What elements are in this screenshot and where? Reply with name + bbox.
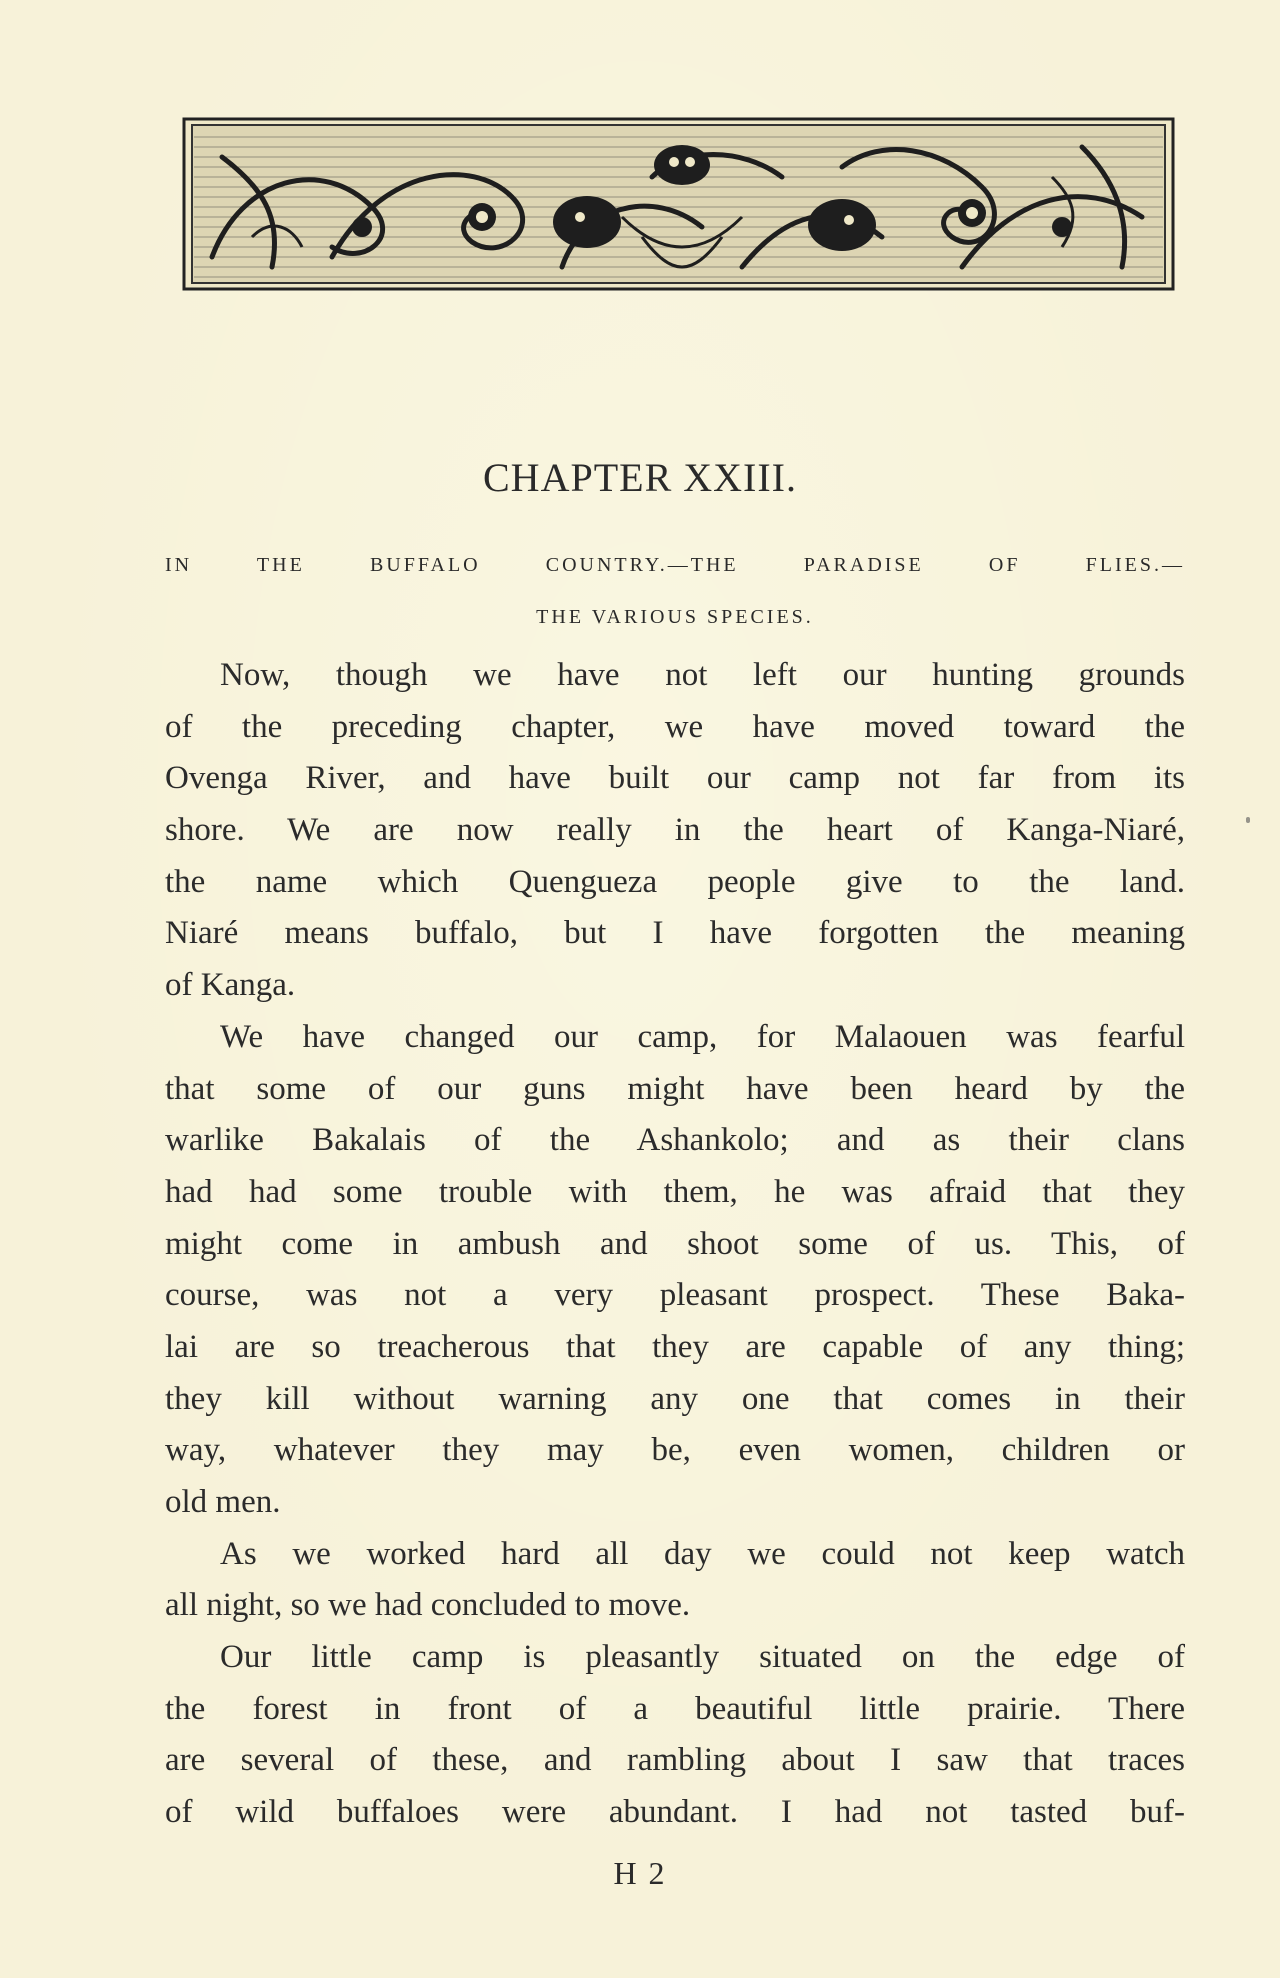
text-line: of the preceding chapter, we have moved toward the	[165, 708, 1185, 745]
text-line: course, was not a very pleasant prospect. These Baka-	[165, 1277, 1185, 1314]
chapter-subtitle-line: IN THE BUFFALO COUNTRY.—THE PARADISE OF FLIES.—	[165, 554, 1185, 576]
text-line: Ovenga River, and have built our camp not far from its	[165, 760, 1185, 797]
text-line: warlike Bakalais of the Ashankolo; and as their clans	[165, 1122, 1185, 1159]
text-line: they kill without warning any one that comes in their	[165, 1380, 1185, 1417]
text-line: of Kanga.	[165, 967, 296, 1004]
text-line: had had some trouble with them, he was afraid that they	[165, 1173, 1185, 1210]
text-line: the name which Quengueza people give to the land.	[165, 863, 1185, 900]
text-line: lai are so treacherous that they are capable of any thing;	[165, 1328, 1185, 1365]
text-line: are several of these, and rambling about I saw that traces	[165, 1742, 1185, 1779]
text-line: Niaré means buffalo, but I have forgotten the meaning	[165, 915, 1185, 952]
text-line: of wild buffaloes were abundant. I had not tasted buf-	[165, 1794, 1185, 1831]
ink-speck	[1246, 817, 1250, 823]
chapter-subtitle-line: THE VARIOUS SPECIES.	[536, 606, 814, 628]
text-line: way, whatever they may be, even women, children or	[165, 1432, 1185, 1469]
text-line: As we worked hard all day we could not keep watch	[220, 1535, 1185, 1572]
text-line: that some of our guns might have been heard by the	[165, 1070, 1185, 1107]
body-text	[165, 650, 1185, 1839]
text-line: Our little camp is pleasantly situated on the edge of	[220, 1639, 1185, 1676]
text-line: shore. We are now really in the heart of Kanga-Niaré,	[165, 812, 1185, 849]
chapter-subtitle	[165, 539, 1185, 643]
signature-mark: H 2	[613, 1855, 667, 1891]
text-line: might come in ambush and shoot some of us. This, of	[165, 1225, 1185, 1262]
text-line: old men.	[165, 1484, 281, 1520]
ornamental-headpiece-icon	[182, 117, 1175, 291]
text-line: Now, though we have not left our hunting grounds	[220, 657, 1185, 693]
text-line: the forest in front of a beautiful little prairie. There	[165, 1690, 1185, 1727]
chapter-title: CHAPTER XXIII.	[483, 455, 797, 500]
text-line: We have changed our camp, for Malaouen was fearful	[220, 1018, 1185, 1055]
text-line: all night, so we had concluded to move.	[165, 1587, 691, 1624]
